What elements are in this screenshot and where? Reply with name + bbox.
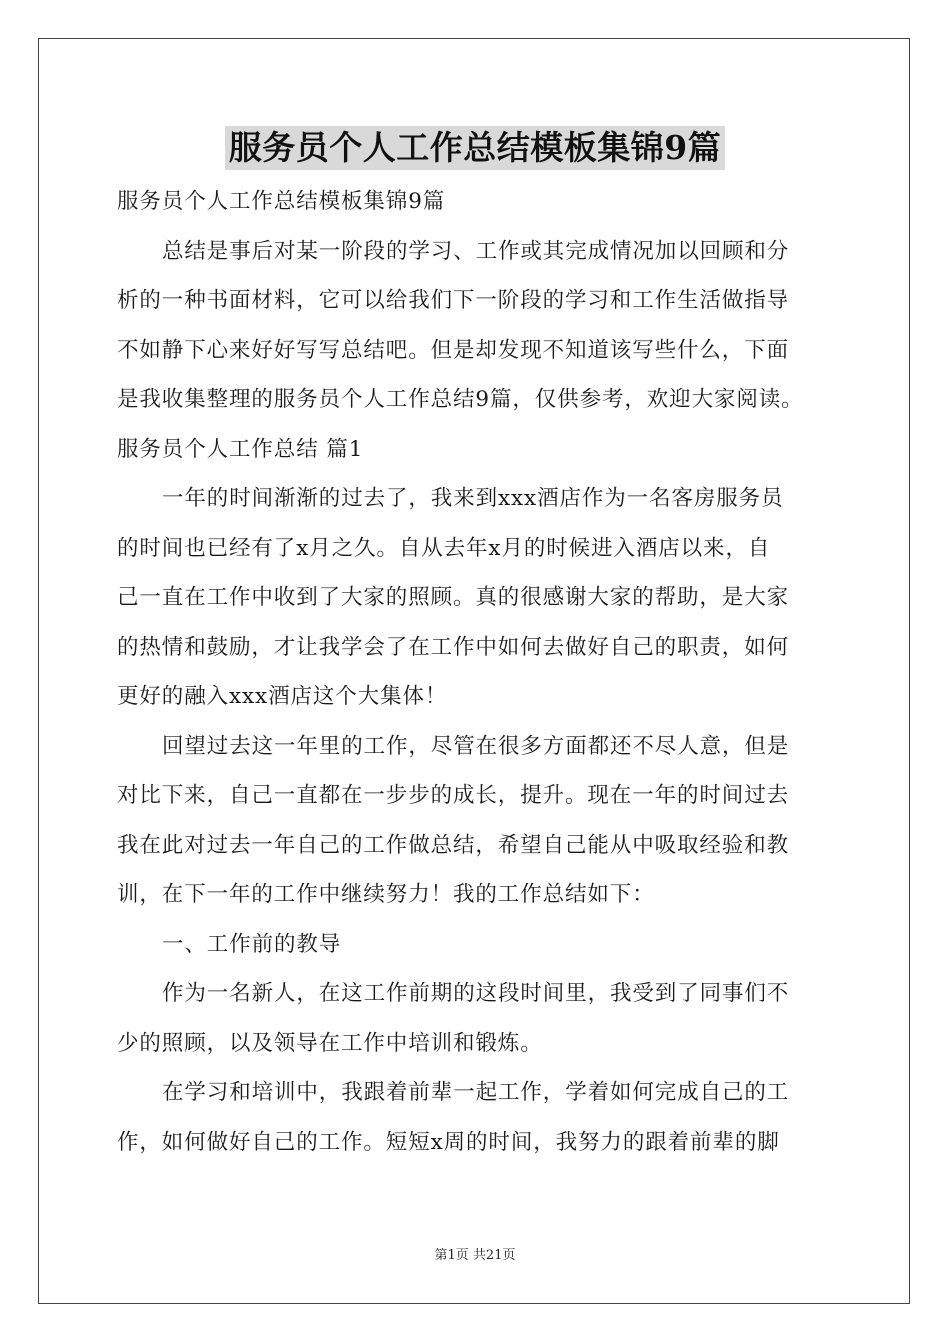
document-body xyxy=(117,177,845,1167)
paragraph-line: 训，在下一年的工作中继续努力！我的工作总结如下： xyxy=(117,882,655,907)
section-heading: 服务员个人工作总结 篇1 xyxy=(117,436,364,462)
paragraph-line: 作，如何做好自己的工作。短短x周的时间，我努力的跟着前辈的脚 xyxy=(117,1129,780,1155)
paragraph-line: 我在此对过去一年自己的工作做总结，希望自己能从中吸取经验和教 xyxy=(117,832,790,858)
paragraph-line: 一年的时间渐渐的过去了，我来到xxx酒店作为一名客房服务员 xyxy=(162,486,784,511)
subsection-heading: 一、工作前的教导 xyxy=(162,931,342,957)
page-footer xyxy=(0,1246,950,1266)
paragraph-line: 对比下来，自己一直都在一步步的成长，提升。现在一年的时间过去 xyxy=(117,783,790,808)
paragraph-line: 在学习和培训中，我跟着前辈一起工作，学着如何完成自己的工 xyxy=(162,1080,790,1105)
paragraph-line: 不如静下心来好好写写总结吧。但是却发现不知道该写些什么，下面 xyxy=(117,337,790,363)
paragraph-line: 总结是事后对某一阶段的学习、工作或其完成情况加以回顾和分 xyxy=(162,238,790,264)
paragraph-line: 作为一名新人，在这工作前期的这段时间里，我受到了同事们不 xyxy=(162,981,790,1006)
paragraph-line: 少的照顾，以及领导在工作中培训和锻炼。 xyxy=(117,1030,543,1056)
paragraph-line: 的时间也已经有了x月之久。自从去年x月的时候进入酒店以来，自 xyxy=(117,535,771,561)
paragraph-line: 更好的融入xxx酒店这个大集体！ xyxy=(117,684,448,709)
paragraph-line: 回望过去这一年里的工作，尽管在很多方面都还不尽人意，但是 xyxy=(162,733,790,759)
paragraph-line: 的热情和鼓励，才让我学会了在工作中如何去做好自己的职责，如何 xyxy=(117,634,790,660)
title-area xyxy=(0,126,950,170)
paragraph-line: 析的一种书面材料，它可以给我们下一阶段的学习和工作生活做指导 xyxy=(117,288,790,313)
paragraph-line: 己一直在工作中收到了大家的照顾。真的很感谢大家的帮助，是大家 xyxy=(117,585,790,610)
page-number: 第1页 共21页 xyxy=(434,1248,516,1263)
document-title: 服务员个人工作总结模板集锦9篇 xyxy=(225,126,725,170)
paragraph-line: 是我收集整理的服务员个人工作总结9篇，仅供参考，欢迎大家阅读。 xyxy=(117,387,804,412)
subtitle-line: 服务员个人工作总结模板集锦9篇 xyxy=(117,189,446,214)
